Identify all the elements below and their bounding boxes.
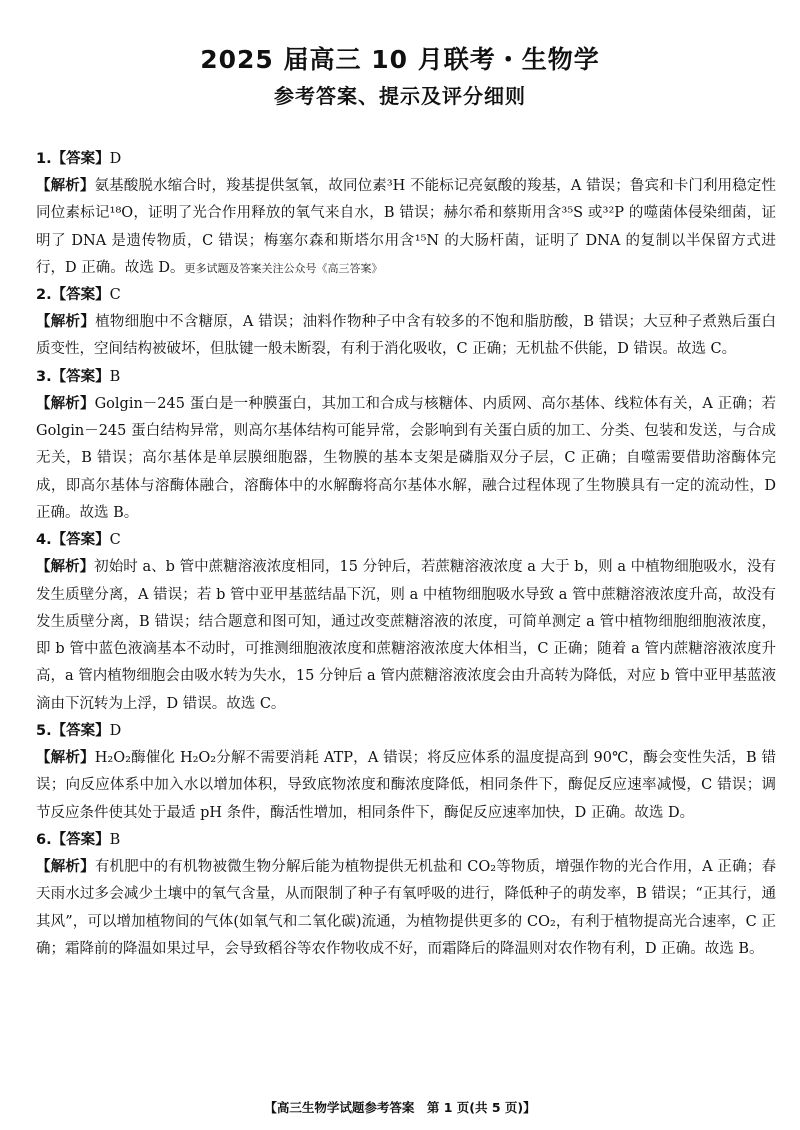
analysis-text: 有机肥中的有机物被微生物分解后能为植物提供无机盐和 CO₂等物质，增强作物的光合作用，A 正确；春天雨水过多会减少土壤中的氧气含量，从而限制了种子有氧呼吸的进行，降低种子的萌发率，B 错误；“正其行，通其风”，可以增加植物间的气体(如氧气和二氧化碳)流通，为植物提供更多的 CO₂，有利于植物提高光合速率，C 正确；霜降前的降温如果过早，会导致稻谷等农作物收成不好，而霜降后的降温则对农作物有利，D 正确。故选 B。 — [36, 858, 777, 957]
answer-tag: 【答案】 — [51, 151, 110, 167]
answer-line — [36, 364, 776, 391]
analysis-tag: 【解析】 — [36, 314, 96, 331]
answer-tag: 【答案】 — [51, 368, 110, 385]
answer-tag: 【答案】 — [51, 723, 110, 740]
answer-line — [36, 827, 776, 854]
question-number: 2. — [36, 287, 52, 304]
analysis-paragraph — [36, 391, 776, 527]
analysis-paragraph — [36, 554, 776, 718]
answers-list — [36, 146, 776, 963]
answer-choice: B — [109, 831, 121, 848]
question-number: 5. — [36, 723, 52, 740]
analysis-tag: 【解析】 — [36, 750, 95, 767]
answer-tag: 【答案】 — [51, 532, 110, 549]
question-number: 1. — [36, 151, 52, 167]
answer-choice: D — [109, 723, 122, 740]
answer-line — [36, 282, 776, 309]
answer-choice: B — [109, 368, 121, 385]
answer-choice: C — [109, 532, 121, 549]
answer-choice: C — [109, 287, 121, 304]
analysis-tag: 【解析】 — [36, 178, 95, 194]
analysis-paragraph — [36, 173, 776, 282]
answer-line — [36, 146, 776, 173]
analysis-text: 植物细胞中不含糖原，A 错误；油料作物种子中含有较多的不饱和脂肪酸，B 错误；大豆种子煮熟后蛋白质变性，空间结构被破坏，但肽键一般未断裂，有利于消化吸收，C 正确；无机盐不供能，D 错误。故选 C。 — [36, 314, 777, 358]
analysis-tag: 【解析】 — [36, 559, 95, 576]
promo-note: 更多试题及答案关注公众号《高三答案》 — [184, 261, 383, 275]
analysis-paragraph — [36, 309, 776, 364]
analysis-text: 初始时 a、b 管中蔗糖溶液浓度相同，15 分钟后，若蔗糖溶液浓度 a 大于 b，则 a 中植物细胞吸水，没有发生质壁分离，A 错误；若 b 管中亚甲基蓝结晶下沉，则 a 中植物细胞吸水导致 a 管中蔗糖溶液浓度升高，故没有发生质壁分离，B 错误；结合题意和图可知，通过改变蔗糖溶液的浓度，可简单测定 a 管中植物细胞细胞液浓度，即 b 管中蓝色液滴基本不动时，可推测细胞液浓度和蔗糖溶液浓度大体相当，C 正确；随着 a 管内蔗糖溶液浓度升高，a 管内植物细胞会由吸水转为失水，15 分钟后 a 管内蔗糖溶液浓度会由升高转为降低，对应 b 管中亚甲基蓝液滴由下沉转为上浮，D 错误。故选 C。 — [36, 559, 776, 712]
analysis-paragraph — [36, 745, 776, 827]
analysis-paragraph — [36, 854, 776, 963]
page-title: 2025 届高三 10 月联考・生物学 — [200, 45, 600, 74]
analysis-text: H₂O₂酶催化 H₂O₂分解不需要消耗 ATP，A 错误；将反应体系的温度提高到 90℃，酶会变性失活，B 错误；向反应体系中加入水以增加体积，导致底物浓度和酶浓度降低，相同条件下，酶促反应速率减慢，C 错误；调节反应条件使其处于最适 pH 条件，酶活性增加，相同条件下，酶促反应速率加快，D 正确。故选 D。 — [36, 750, 777, 821]
answer-tag: 【答案】 — [51, 287, 110, 304]
answer-tag: 【答案】 — [51, 831, 110, 848]
analysis-text: Golgin－245 蛋白是一种膜蛋白，其加工和合成与核糖体、内质网、高尔基体、线粒体有关，A 正确；若 Golgin－245 蛋白结构异常，则高尔基体结构可能异常，会影响到有关蛋白质的加工、分类、包装和发送，与合成无关，B 错误；高尔基体是单层膜细胞器，生物膜的基本支架是磷脂双分子层，C 正确；自噬需要借助溶酶体完成，即高尔基体与溶酶体融合，溶酶体中的水解酶将高尔基体水解，融合过程体现了生物膜具有一定的流动性，D 正确。故选 B。 — [36, 395, 777, 521]
analysis-text: 氨基酸脱水缩合时，羧基提供氢氧，故同位素³H 不能标记亮氨酸的羧基，A 错误；鲁宾和卡门利用稳定性同位素标记¹⁸O，证明了光合作用释放的氧气来自水，B 错误；赫尔希和蔡斯用含³⁵S 或³²P 的噬菌体侵染细菌，证明了 DNA 是遗传物质，C 错误；梅塞尔森和斯塔尔用含¹⁵N 的大肠杆菌，证明了 DNA 的复制以半保留方式进行，D 正确。故选 D。 — [36, 178, 776, 276]
page-subtitle: 参考答案、提示及评分细则 — [274, 84, 526, 108]
question-number: 6. — [36, 831, 52, 848]
question-number: 3. — [36, 368, 52, 385]
page-footer: 【高三生物学试题参考答案 第 1 页(共 5 页)】 — [264, 1100, 536, 1115]
answer-line — [36, 527, 776, 554]
answer-choice: D — [109, 151, 122, 167]
question-number: 4. — [36, 532, 52, 549]
analysis-tag: 【解析】 — [36, 395, 95, 412]
answer-line — [36, 718, 776, 745]
analysis-tag: 【解析】 — [36, 858, 95, 875]
